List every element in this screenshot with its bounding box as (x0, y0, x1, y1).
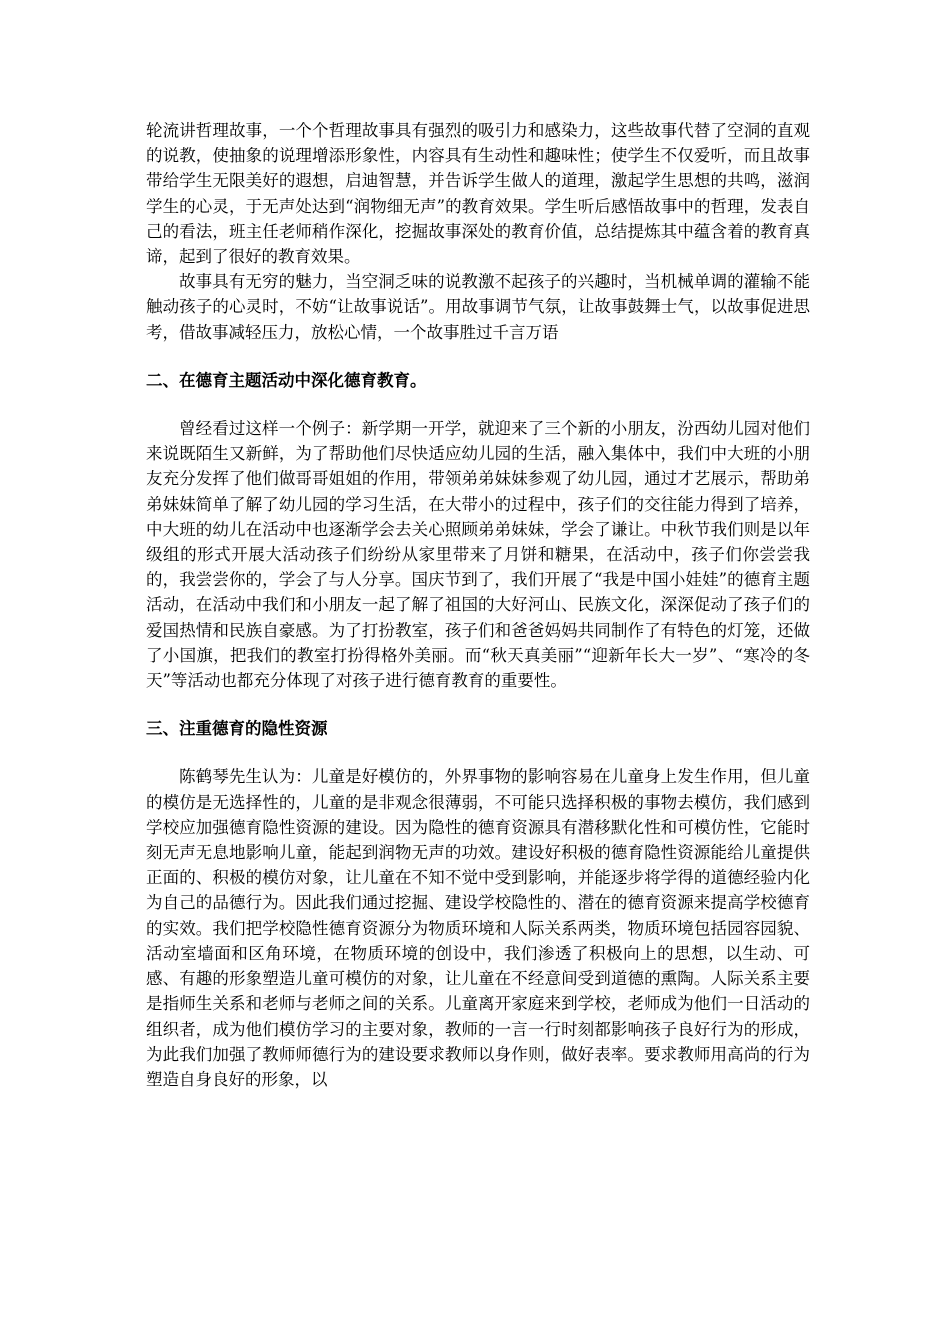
document-page (146, 118, 810, 1092)
spacer (146, 345, 810, 368)
spacer (146, 741, 810, 764)
paragraph-story-charm: 故事具有无穷的魅力，当空洞乏味的说教激不起孩子的兴趣时，当机械单调的灌输不能触动孩子的心灵时，不妨“让故事说话”。用故事调节气氛，让故事鼓舞士气，以故事促进思考，借故事减轻压力，放松心情，一个故事胜过千言万语 (146, 272, 810, 342)
section-heading-moral-activities: 二、在德育主题活动中深化德育教育。 (146, 370, 427, 390)
spacer (146, 693, 810, 716)
spacer (146, 393, 810, 416)
section-heading-hidden-resources: 三、注重德育的隐性资源 (146, 719, 328, 739)
paragraph-kindergarten-example: 曾经看过这样一个例子：新学期一开学，就迎来了三个新的小朋友，汾西幼儿园对他们来说既陌生又新鲜，为了帮助他们尽快适应幼儿园的生活，融入集体中，我们中大班的小朋友充分发挥了他们做哥哥姐姐的作用，带领弟弟妹妹参观了幼儿园，通过才艺展示，帮助弟弟妹妹简单了解了幼儿园的学习生活，在大带小的过程中，孩子们的交往能力得到了培养，中大班的幼儿在活动中也逐渐学会去关心照顾弟弟妹妹，学会了谦让。中秋节我们则是以年级组的形式开展大活动孩子们纷纷从家里带来了月饼和糖果，在活动中，孩子们你尝尝我的，我尝尝你的，学会了与人分享。国庆节到了，我们开展了“我是中国小娃娃”的德育主题活动，在活动中我们和小朋友一起了解了祖国的大好河山、民族文化，深深促动了孩子们的爱国热情和民族自豪感。为了打扮教室，孩子们和爸爸妈妈共同制作了有特色的灯笼，还做了小国旗，把我们的教室打扮得格外美丽。而“秋天真美丽”“迎新年长大一岁”、“寒冷的冬天”等活动也都充分体现了对孩子进行德育教育的重要性。 (146, 419, 810, 691)
paragraph-story-effect: 轮流讲哲理故事，一个个哲理故事具有强烈的吸引力和感染力，这些故事代替了空洞的直观的说教，使抽象的说理增添形象性，内容具有生动性和趣味性；使学生不仅爱听，而且故事带给学生无限美好的遐想，启迪智慧，并告诉学生做人的道理，激起学生思想的共鸣，滋润学生的心灵，于无声处达到“润物细无声”的教育效果。学生听后感悟故事中的哲理，发表自己的看法，班主任老师稍作深化，挖掘故事深处的教育价值，总结提炼其中蕴含着的教育真谛，起到了很好的教育效果。 (146, 121, 810, 267)
paragraph-chen-heqin: 陈鹤琴先生认为：儿童是好模仿的，外界事物的影响容易在儿童身上发生作用，但儿童的模仿是无选择性的，儿童的是非观念很薄弱，不可能只选择积极的事物去模仿，我们感到学校应加强德育隐性资源的建设。因为隐性的德育资源具有潜移默化性和可模仿性，它能时刻无声无息地影响儿童，能起到润物无声的功效。建设好积极的德育隐性资源能给儿童提供正面的、积极的模仿对象，让儿童在不知不觉中受到影响，并能逐步将学得的道德经验内化为自己的品德行为。因此我们通过挖掘、建设学校隐性的、潜在的德育资源来提高学校德育的实效。我们把学校隐性德育资源分为物质环境和人际关系两类，物质环境包括园容园貌、活动室墙面和区角环境，在物质环境的创设中，我们渗透了积极向上的思想，以生动、可感、有趣的形象塑造儿童可模仿的对象，让儿童在不经意间受到道德的熏陶。人际关系主要是指师生关系和老师与老师之间的关系。儿童离开家庭来到学校，老师成为他们一日活动的组织者，成为他们模仿学习的主要对象，教师的一言一行时刻都影响孩子良好行为的形成，为此我们加强了教师师德行为的建设要求教师以身作则，做好表率。要求教师用高尚的行为塑造自身良好的形象，以 (146, 767, 810, 1089)
